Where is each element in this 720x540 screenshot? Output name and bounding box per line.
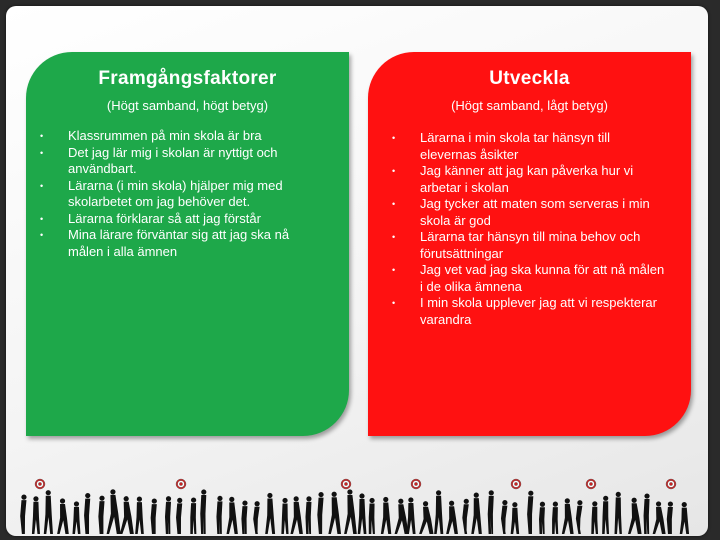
bullet-icon: • — [40, 213, 44, 224]
list-item-text: Lärarna tar hänsyn till mina behov och förutsättningar — [420, 229, 641, 261]
bullet-icon: • — [392, 298, 396, 308]
list-item-text: Lärarna förklarar så att jag förstår — [68, 210, 261, 226]
list-item-text: Klassrummen på min skola är bra — [68, 128, 262, 143]
list-item — [386, 130, 668, 163]
bullet-icon: • — [392, 133, 396, 143]
develop-panel — [368, 52, 691, 436]
list-item-text: Lärarna (i min skola) hjälper mig med skolarbetet om jag behöver det. — [68, 177, 283, 209]
list-item — [386, 229, 668, 262]
bullet-icon: • — [392, 166, 396, 176]
list-item — [34, 178, 326, 211]
list-item-text: Jag känner att jag kan påverka hur vi arbetar i skolan — [420, 163, 634, 195]
panel-subtitle: (Högt samband, högt betyg) — [106, 98, 269, 113]
develop-list — [386, 130, 668, 328]
list-item-text: Det jag lär mig i skolan är nyttigt och användbart. — [68, 144, 278, 176]
list-item — [386, 163, 668, 196]
list-item — [34, 211, 326, 228]
list-item — [386, 295, 668, 328]
panel-title: Framgångsfaktorer — [98, 68, 277, 89]
list-item-text: I min skola upplever jag att vi respekterar varandra — [420, 295, 657, 327]
list-item — [386, 262, 668, 295]
slide — [6, 6, 708, 536]
bullet-icon: • — [392, 232, 396, 242]
list-item — [34, 128, 326, 145]
list-item-text: Mina lärare förväntar sig att jag ska nå målen i alla ämnen — [68, 227, 290, 259]
bullet-icon: • — [40, 131, 44, 141]
bullet-icon: • — [40, 230, 44, 240]
success-factors-list — [34, 128, 326, 260]
crowd-with-targets-icon — [16, 476, 702, 534]
bullet-icon: • — [40, 180, 44, 191]
bullet-icon: • — [392, 199, 396, 209]
success-factors-panel — [26, 52, 349, 436]
list-item — [386, 196, 668, 229]
panel-subtitle: (Högt samband, lågt betyg) — [451, 98, 608, 113]
bullet-icon: • — [40, 147, 44, 158]
list-item-text: Lärarna i min skola tar hänsyn till elevernas åsikter — [420, 130, 611, 162]
bullet-icon: • — [392, 265, 396, 275]
list-item-text: Jag vet vad jag ska kunna för att nå målen i de olika ämnena — [420, 262, 665, 294]
list-item-text: Jag tycker att maten som serveras i min skola är god — [420, 196, 650, 228]
panel-title: Utveckla — [489, 68, 570, 89]
list-item — [34, 227, 326, 260]
list-item — [34, 145, 326, 178]
